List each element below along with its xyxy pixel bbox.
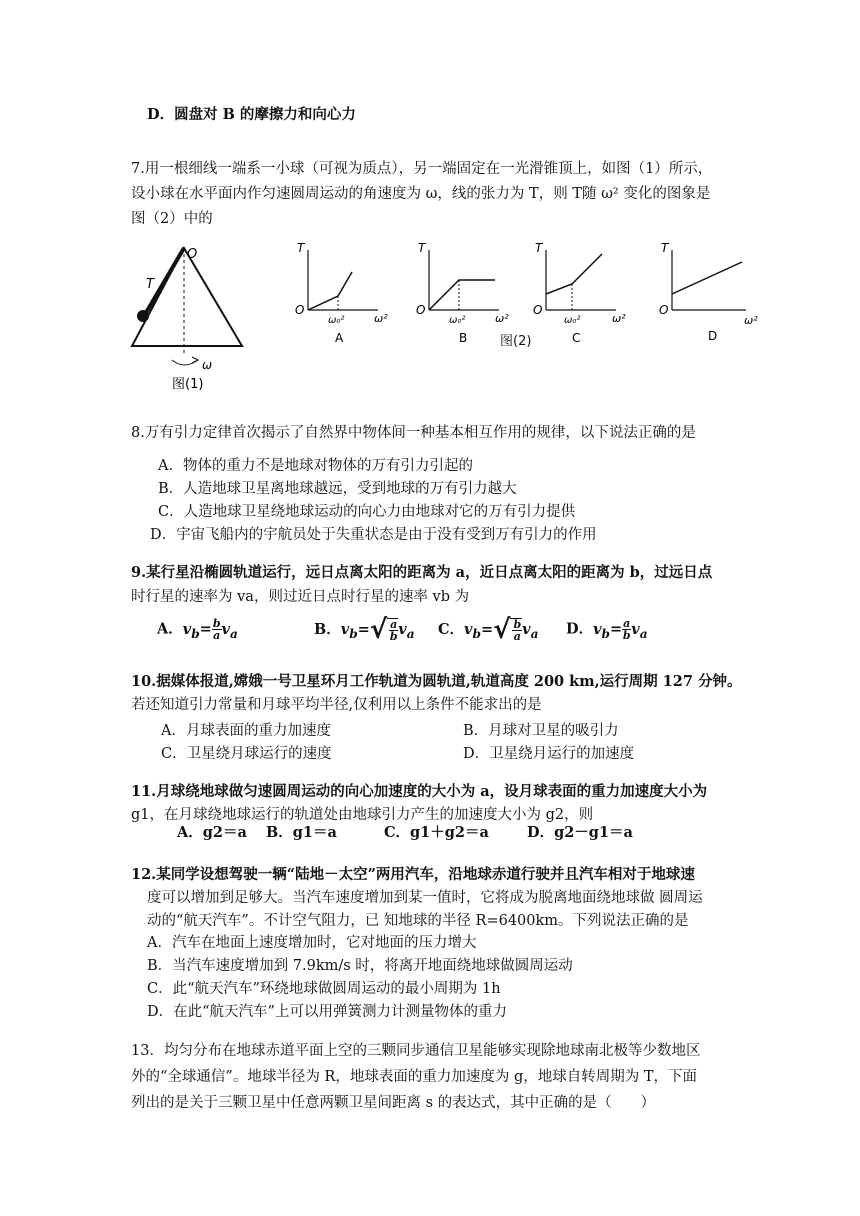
q13-stem-line1: 13．均匀分布在地球赤道平面上空的三颗同步通信卫星能够实现除地球南北极等少数地区 — [131, 1043, 701, 1059]
q12-stem-line2: 度可以增加到足够大。当汽车速度增加到某一值时，它将成为脱离地面绕地球做 圆周运 — [147, 890, 703, 906]
q10-option-b: B．月球对卫星的吸引力 — [463, 723, 619, 739]
q12-option-a: A．汽车在地面上速度增加时，它对地面的压力增大 — [147, 935, 477, 951]
q7-stem-line2: 设小球在水平面内作匀速圆周运动的角速度为 ω，线的张力为 T，则 T随 ω² 变化的图象是 — [131, 186, 711, 202]
q9-option-a: A．$v_b=$ $\frac{b}{a}$ $v_a$ — [157, 617, 238, 642]
q9-stem-line1: 9.某行星沿椭圆轨道运行，远日点离太阳的距离为 a，近日点离太阳的距离为 b，过远日点 — [131, 564, 713, 581]
q8-option-c: C．人造地球卫星绕地球运动的向心力由地球对它的万有引力提供 — [158, 504, 576, 520]
q9-option-c: C．$v_b=√$ $\frac{b}{a}$ $v_a$ — [438, 615, 539, 645]
graph-d-y: T — [661, 241, 669, 255]
q12-option-b: B．当汽车速度增加到 7.9km/s 时，将离开地面绕地球做圆周运动 — [147, 958, 573, 974]
fig1-label-t: T — [146, 277, 154, 292]
q13-stem-line3: 列出的是关于三颗卫星中任意两颗卫星间距离 s 的表达式，其中正确的是（ ） — [131, 1095, 656, 1111]
q7-graph-b — [413, 238, 513, 348]
q11-option-d: D．g2－g1＝a — [527, 824, 633, 841]
q6-option-d: D．圆盘对 B 的摩擦力和向心力 — [147, 106, 356, 123]
q11-stem-line1: 11.月球绕地球做匀速圆周运动的向心加速度的大小为 a，设月球表面的重力加速度大小为 — [131, 783, 708, 800]
q10-option-a: A．月球表面的重力加速度 — [161, 723, 331, 739]
graph-a-y: T — [297, 241, 305, 255]
graph-a-letter: A — [335, 331, 344, 345]
graph-d-origin: O — [659, 303, 669, 317]
q9-option-d: D．$v_b=$ $\frac{a}{b}$ $v_a$ — [566, 617, 648, 642]
fig1-label-o: O — [187, 247, 198, 262]
q9-stem-line2: 时行星的速率为 va，则过近日点时行星的速率 vb 为 — [131, 589, 470, 605]
q7-stem-line1: 7.用一根细线一端系一小球（可视为质点），另一端固定在一光滑锥顶上，如图（1）所示， — [131, 161, 713, 177]
fig1-caption: 图(1) — [172, 377, 204, 392]
graph-d-x: ω² — [744, 314, 758, 327]
graph-c-y: T — [535, 241, 543, 255]
q7-graph-c — [530, 238, 630, 348]
graph-b-tick: ω₀² — [449, 315, 466, 326]
q12-option-d: D．在此“航天汽车”上可以用弹簧测力计测量物体的重力 — [147, 1004, 507, 1020]
q8-stem: 8.万有引力定律首次揭示了自然界中物体间一种基本相互作用的规律，以下说法正确的是 — [131, 425, 696, 441]
fig2-caption: 图(2) — [500, 334, 532, 349]
graph-a-origin: O — [295, 303, 305, 317]
q8-option-d: D．宇宙飞船内的宇航员处于失重状态是由于没有受到万有引力的作用 — [150, 527, 597, 543]
q8-option-b: B．人造地球卫星离地球越远，受到地球的万有引力越大 — [158, 481, 517, 497]
q12-stem-line1: 12.某同学设想驾驶一辆“陆地－太空”两用汽车，沿地球赤道行驶并且汽车相对于地球速 — [131, 866, 695, 883]
graph-d-letter: D — [708, 329, 718, 343]
graph-b-origin: O — [416, 303, 426, 317]
graph-c-origin: O — [533, 303, 543, 317]
graph-c-letter: C — [572, 331, 581, 345]
fig1-label-omega: ω — [202, 358, 213, 372]
graph-b-letter: B — [459, 331, 468, 345]
graph-c-tick: ω₀² — [564, 315, 581, 326]
q13-stem-line2: 外的“全球通信”。地球半径为 R，地球表面的重力加速度为 g，地球自转周期为 T，下面 — [131, 1069, 698, 1085]
q12-option-c: C．此“航天汽车”环绕地球做圆周运动的最小周期为 1h — [147, 981, 501, 997]
graph-b-y: T — [418, 241, 426, 255]
q10-stem-line1: 10.据媒体报道,嫦娥一号卫星环月工作轨道为圆轨道,轨道高度 200 km,运行周期 127 分钟。 — [131, 673, 742, 690]
q11-option-a: A．g2＝a — [177, 824, 247, 841]
q11-stem-line2: g1，在月球绕地球运行的轨道处由地球引力产生的加速度大小为 g2，则 — [131, 807, 594, 823]
q12-stem-line3: 动的“航天汽车”。不计空气阻力，已 知地球的半径 R=6400km。下列说法正确的是 — [147, 913, 689, 929]
q8-option-a: A．物体的重力不是地球对物体的万有引力引起的 — [158, 458, 473, 474]
q7-graph-a — [292, 238, 392, 348]
q10-stem-line2: 若还知道引力常量和月球平均半径,仅利用以上条件不能求出的是 — [131, 697, 542, 713]
q7-figure1-cone — [128, 238, 248, 393]
q7-stem-line3: 图（2）中的 — [131, 211, 213, 227]
graph-b-x: ω² — [495, 312, 509, 325]
q11-option-b: B．g1＝a — [266, 824, 337, 841]
q10-option-d: D．卫星绕月运行的加速度 — [463, 746, 635, 762]
q9-option-b: B．$v_b=√$ $\frac{a}{b}$ $v_a$ — [314, 615, 415, 645]
q10-option-c: C．卫星绕月球运行的速度 — [161, 746, 332, 762]
q7-graph-d — [656, 238, 766, 348]
graph-a-x: ω² — [374, 312, 388, 325]
graph-a-tick: ω₀² — [328, 315, 345, 326]
q11-option-c: C．g1＋g2＝a — [384, 824, 489, 841]
graph-c-x: ω² — [612, 312, 626, 325]
